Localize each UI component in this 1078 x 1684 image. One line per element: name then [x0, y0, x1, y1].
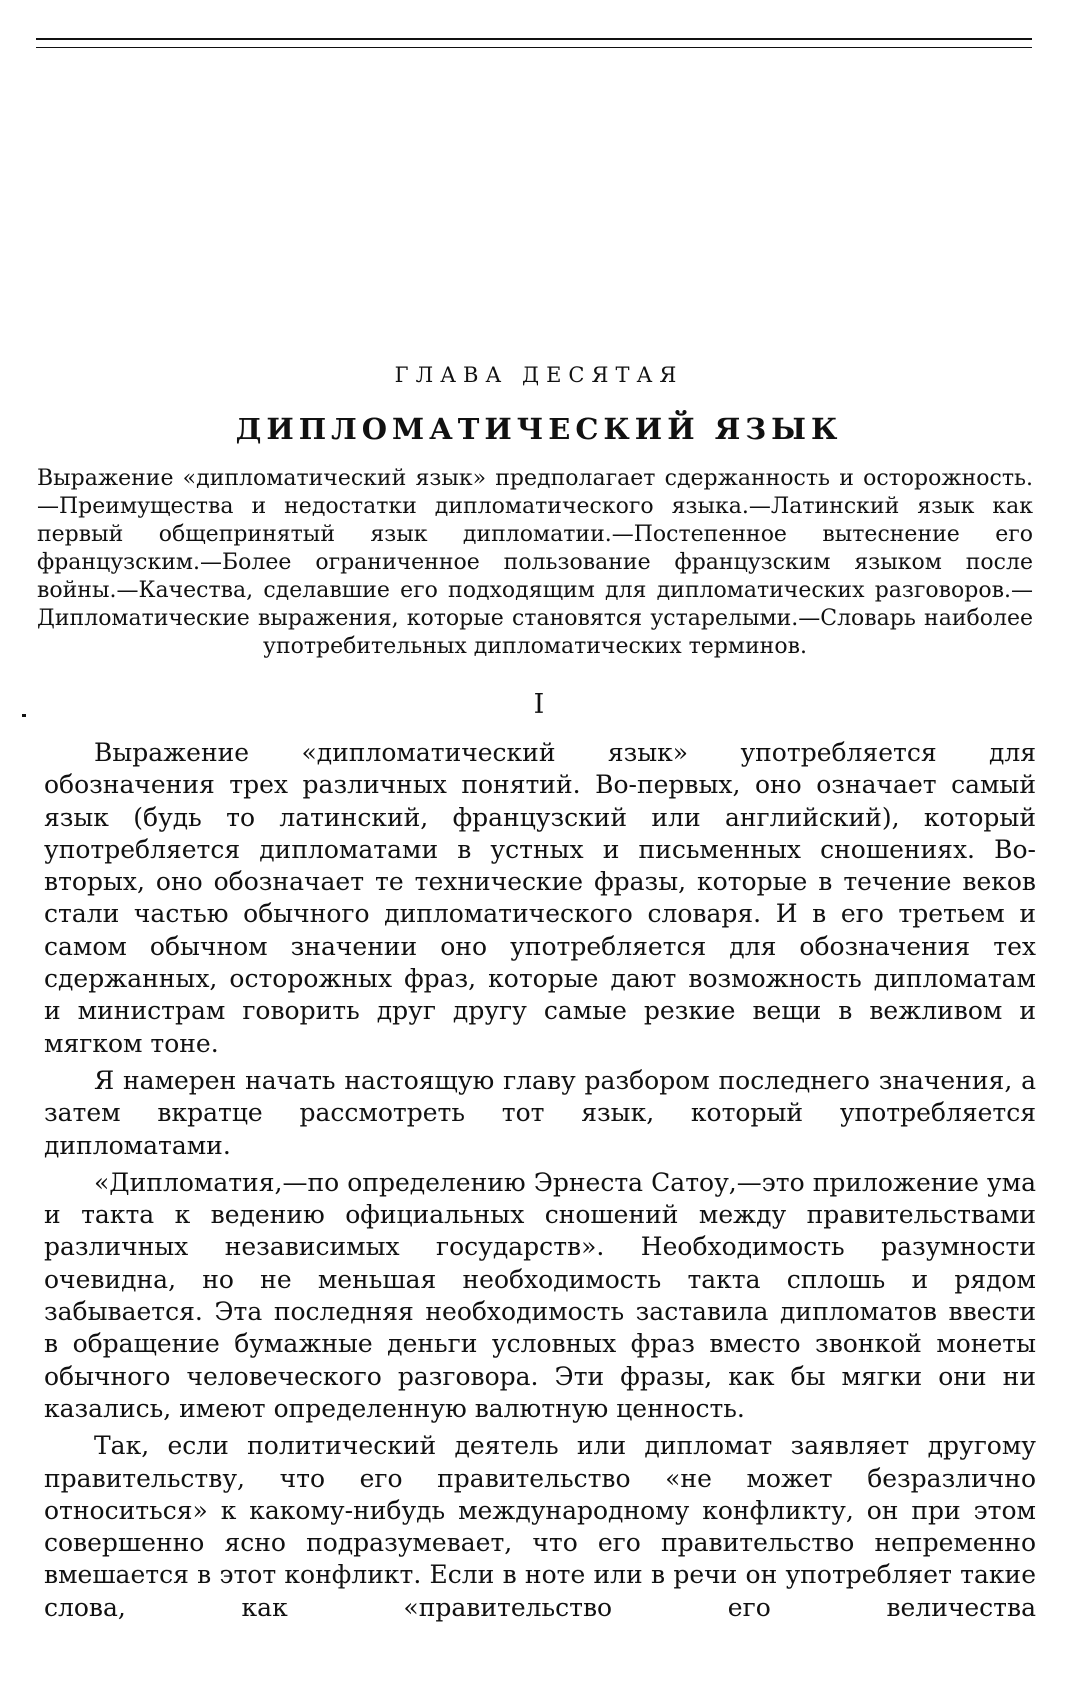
top-rule-thin [36, 47, 1032, 48]
chapter-number: ГЛАВА ДЕСЯТАЯ [394, 363, 684, 387]
chapter-title: ДИПЛОМАТИЧЕСКИЙ ЯЗЫК [235, 412, 843, 446]
paragraph: Я намерен начать настоящую главу разбором последнего значения, а затем вкратце рассмотреть тот язык, который употребляется дипломатами. [44, 1065, 1036, 1160]
paragraph: Выражение «дипломатический язык» употребляется для обозначения трех различных понятий. Во-первых, оно означает самый язык (будь то латинский, французский или английский), который употребляется дипломатами в устных и письменных сношениях. Во-вторых, оно обозначает те технические фразы, которые в течение веков стали частью обычного дипломатического словаря. И в его третьем и самом обычном значении оно употребляется для обозначения тех сдержанных, осторожных фраз, которые дают возможность дипломатам и министрам говорить друг другу самые резкие вещи в вежливом и мягком тоне. [44, 738, 1036, 1058]
section-number: I [533, 689, 545, 720]
chapter-summary: Выражение «дипломатический язык» предполагает сдержанность и осторожность.—Преимущества и недостатки дипломатического языка.—Латинский язык как первый общепринятый язык дипломатии.—Постепенное вытеснение его французским.—Более ограниченное пользование французским языком после войны.—Качества, сделавшие его подходящим для дипломатических разговоров.—Дипломатические выражения, которые становятся устарелыми.—Словарь наиболее употребительных дипломатических терминов. [37, 466, 1033, 659]
paragraph: Так, если политический деятель или дипломат заявляет другому правительству, что его правительство «не может безразлично относиться» к какому-нибудь международному конфликту, он при этом совершенно ясно подразумевает, что его правительство непременно вмешается в этот конфликт. Если в ноте или в речи он употребляет такие слова, как «правительство его величества [44, 1431, 1036, 1622]
paragraph: «Дипломатия,—по определению Эрнеста Сатоу,—это приложение ума и такта к ведению официальных сношений между правительствами различных независимых государств». Необходимость разумности очевидна, но не меньшая необходимость такта сплошь и рядом забывается. Эта последняя необходимость заставила дипломатов ввести в обращение бумажные деньги условных фраз вместо звонкой монеты обычного человеческого разговора. Эти фразы, как бы мягки они ни казались, имеют определенную валютную ценность. [44, 1167, 1036, 1423]
margin-speck [22, 714, 26, 717]
top-rule [36, 38, 1032, 40]
body-text [44, 737, 1036, 1624]
